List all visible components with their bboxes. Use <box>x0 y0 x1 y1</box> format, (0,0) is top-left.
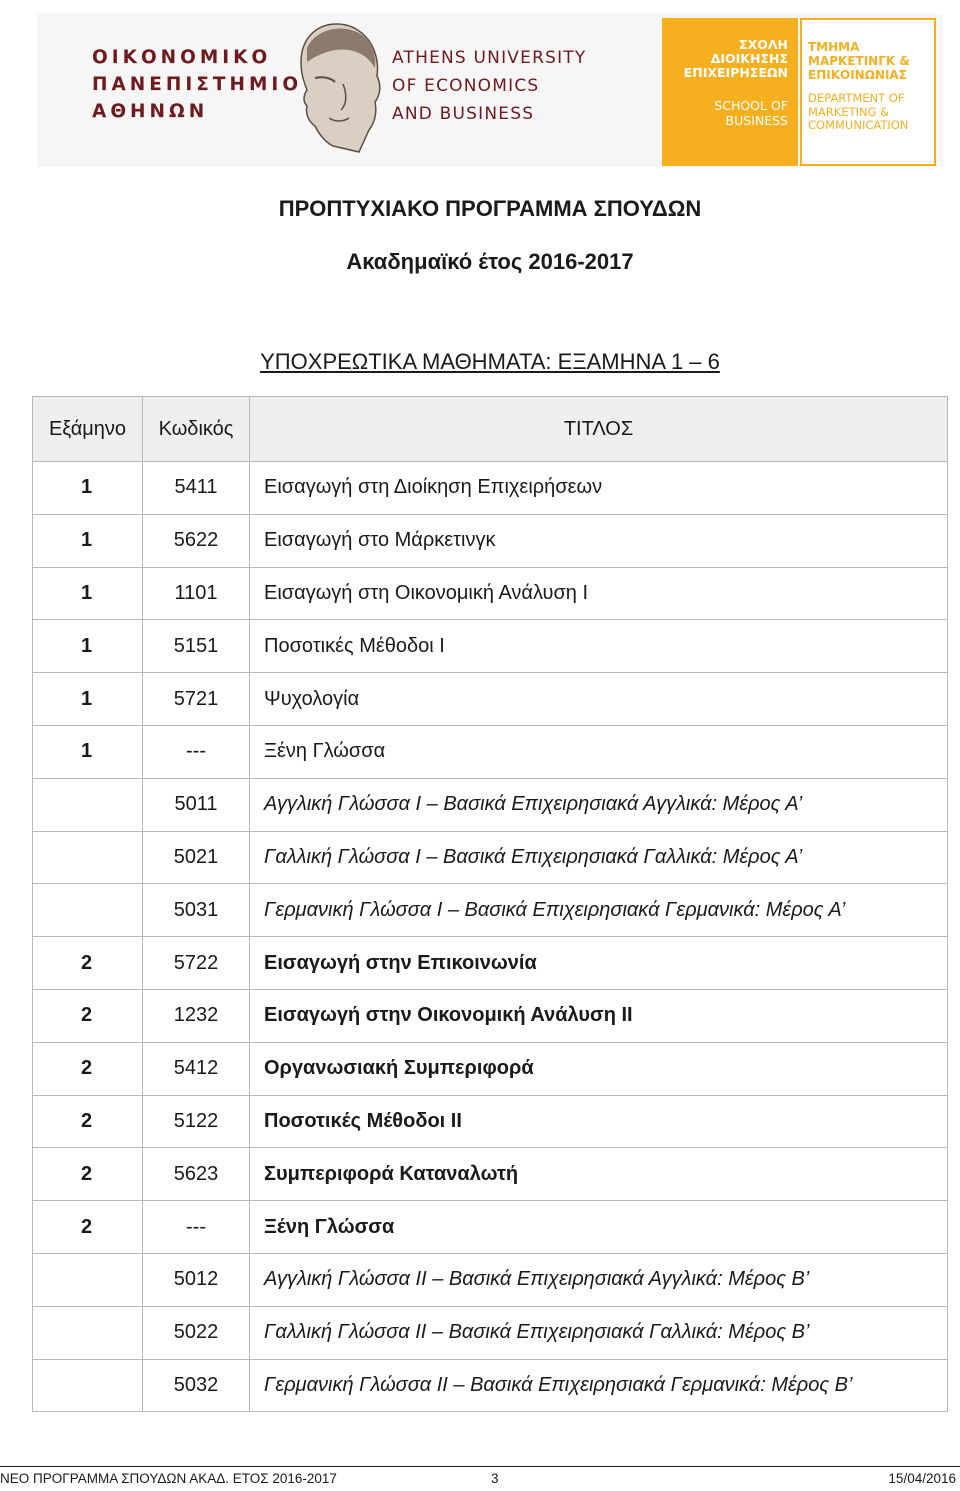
title-cell: Αγγλική Γλώσσα ΙΙ – Βασικά Επιχειρησιακά Αγγλικά: Μέρος Β’ <box>250 1253 948 1306</box>
footer-page-number: 3 <box>491 1471 499 1486</box>
code-cell: 5151 <box>143 620 250 673</box>
school-name-greek-line: ΣΧΟΛΗ <box>739 37 788 52</box>
code-column-header: Κωδικός <box>143 397 250 462</box>
code-cell: 5022 <box>143 1306 250 1359</box>
semester-cell: 1 <box>33 462 143 515</box>
title-cell: Εισαγωγή στην Επικοινωνία <box>250 937 948 990</box>
table-row <box>33 620 948 673</box>
footer-date: 15/04/2016 <box>888 1471 956 1486</box>
footer-program-label: ΝΕΟ ΠΡΟΓΡΑΜΜΑ ΣΠΟΥΔΩΝ ΑΚΑΔ. ΕΤΟΣ 2016-2017 <box>0 1471 337 1486</box>
university-name-english-line: AND BUSINESS <box>392 104 535 124</box>
title-cell: Ξένη Γλώσσα <box>250 1201 948 1254</box>
school-of-business-logo <box>662 18 798 166</box>
department-name-greek-line: ΜΑΡΚΕΤΙΝΓΚ & <box>808 54 910 68</box>
department-name-greek-line: ΕΠΙΚΟΙΝΩΝΙΑΣ <box>808 68 907 82</box>
table-row <box>33 937 948 990</box>
semester-cell <box>33 1253 143 1306</box>
code-cell: 5122 <box>143 1095 250 1148</box>
university-name-greek <box>92 44 302 125</box>
semester-cell: 1 <box>33 620 143 673</box>
title-cell: Ξένη Γλώσσα <box>250 725 948 778</box>
title-cell: Ποσοτικές Μέθοδοι Ι <box>250 620 948 673</box>
title-cell: Γερμανική Γλώσσα ΙΙ – Βασικά Επιχειρησιακά Γερμανικά: Μέρος Β’ <box>250 1359 948 1412</box>
footer-divider <box>0 1466 960 1467</box>
table-row <box>33 673 948 726</box>
school-name-english <box>714 98 788 128</box>
title-column-header: ΤΙΤΛΟΣ <box>250 397 948 462</box>
table-row <box>33 1148 948 1201</box>
university-name-greek-line: ΟΙΚΟΝΟΜΙΚΟ <box>92 47 272 68</box>
school-name-english-line: SCHOOL OF <box>714 98 788 113</box>
section-title: ΥΠΟΧΡΕΩΤΙΚΑ ΜΑΘΗΜΑΤΑ: ΕΞΑΜΗΝΑ 1 – 6 <box>260 349 720 374</box>
table-row <box>33 567 948 620</box>
code-cell: 5412 <box>143 1042 250 1095</box>
code-cell: 5622 <box>143 514 250 567</box>
department-name-english-line: MARKETING & <box>808 104 890 119</box>
semester-cell: 1 <box>33 567 143 620</box>
semester-cell: 1 <box>33 514 143 567</box>
semester-cell: 1 <box>33 725 143 778</box>
table-row <box>33 1095 948 1148</box>
table-row <box>33 1042 948 1095</box>
page-footer <box>0 1471 960 1489</box>
university-name-english-line: OF ECONOMICS <box>392 76 540 96</box>
semester-cell: 2 <box>33 1095 143 1148</box>
semester-cell: 2 <box>33 1042 143 1095</box>
code-cell: 5032 <box>143 1359 250 1412</box>
table-row <box>33 1253 948 1306</box>
academic-year: Ακαδημαϊκό έτος 2016-2017 <box>346 249 634 274</box>
code-cell: 5012 <box>143 1253 250 1306</box>
table-row <box>33 462 948 515</box>
table-row <box>33 514 948 567</box>
semester-cell: 1 <box>33 673 143 726</box>
department-name-greek-line: ΤΜΗΜΑ <box>808 40 860 54</box>
semester-cell <box>33 778 143 831</box>
title-cell: Ψυχολογία <box>250 673 948 726</box>
school-name-english-line: BUSINESS <box>725 113 788 128</box>
code-cell: 5623 <box>143 1148 250 1201</box>
code-cell: 5411 <box>143 462 250 515</box>
document-title: ΠΡΟΠΤΥΧΙΑΚΟ ΠΡΟΓΡΑΜΜΑ ΣΠΟΥΔΩΝ <box>278 196 702 221</box>
department-name-english <box>808 92 908 133</box>
school-name-greek-line: ΕΠΙΧΕΙΡΗΣΕΩΝ <box>683 65 788 80</box>
title-cell: Εισαγωγή στη Οικονομική Ανάλυση Ι <box>250 567 948 620</box>
table-row <box>33 989 948 1042</box>
table-row <box>33 725 948 778</box>
semester-cell <box>33 1359 143 1412</box>
table-row <box>33 1306 948 1359</box>
title-cell: Εισαγωγή στην Οικονομική Ανάλυση ΙΙ <box>250 989 948 1042</box>
title-cell: Γαλλική Γλώσσα ΙΙ – Βασικά Επιχειρησιακά Γαλλικά: Μέρος Β’ <box>250 1306 948 1359</box>
table-header-row <box>33 397 948 462</box>
school-name-greek <box>684 38 788 80</box>
department-name-english-line: DEPARTMENT OF <box>808 91 905 105</box>
courses-table <box>32 396 948 1412</box>
school-name-greek-line: ΔΙΟΙΚΗΣΗΣ <box>710 51 788 66</box>
title-cell: Οργανωσιακή Συμπεριφορά <box>250 1042 948 1095</box>
university-name-english-line: ATHENS UNIVERSITY <box>392 48 587 68</box>
code-cell: 5031 <box>143 884 250 937</box>
code-cell: 5722 <box>143 937 250 990</box>
table-row <box>33 884 948 937</box>
code-cell: 1232 <box>143 989 250 1042</box>
university-name-greek-line: ΑΘΗΝΩΝ <box>92 101 209 122</box>
title-cell: Γερμανική Γλώσσα Ι – Βασικά Επιχειρησιακά Γερμανικά: Μέρος Α’ <box>250 884 948 937</box>
hermes-head-logo-icon <box>285 18 390 156</box>
code-cell: 5021 <box>143 831 250 884</box>
code-cell: --- <box>143 725 250 778</box>
semester-cell: 2 <box>33 989 143 1042</box>
code-cell: 1101 <box>143 567 250 620</box>
title-cell: Ποσοτικές Μέθοδοι ΙΙ <box>250 1095 948 1148</box>
code-cell: --- <box>143 1201 250 1254</box>
title-cell: Αγγλική Γλώσσα Ι – Βασικά Επιχειρησιακά Αγγλικά: Μέρος Α’ <box>250 778 948 831</box>
department-name-greek <box>808 40 910 82</box>
department-logo <box>800 18 936 166</box>
table-row <box>33 1359 948 1412</box>
semester-cell: 2 <box>33 1148 143 1201</box>
semester-cell: 2 <box>33 937 143 990</box>
title-cell: Εισαγωγή στη Διοίκηση Επιχειρήσεων <box>250 462 948 515</box>
semester-cell: 2 <box>33 1201 143 1254</box>
code-cell: 5011 <box>143 778 250 831</box>
semester-cell <box>33 831 143 884</box>
table-row <box>33 831 948 884</box>
title-cell: Εισαγωγή στο Μάρκετινγκ <box>250 514 948 567</box>
semester-cell <box>33 1306 143 1359</box>
semester-cell <box>33 884 143 937</box>
title-cell: Γαλλική Γλώσσα Ι – Βασικά Επιχειρησιακά Γαλλικά: Μέρος Α’ <box>250 831 948 884</box>
department-name-english-line: COMMUNICATION <box>808 118 909 132</box>
title-cell: Συμπεριφορά Καταναλωτή <box>250 1148 948 1201</box>
table-row <box>33 1201 948 1254</box>
semester-column-header: Εξάμηνο <box>33 397 143 462</box>
university-name-english <box>392 44 586 128</box>
university-name-greek-line: ΠΑΝΕΠΙΣΤΗΜΙΟ <box>92 74 303 95</box>
code-cell: 5721 <box>143 673 250 726</box>
table-row <box>33 778 948 831</box>
